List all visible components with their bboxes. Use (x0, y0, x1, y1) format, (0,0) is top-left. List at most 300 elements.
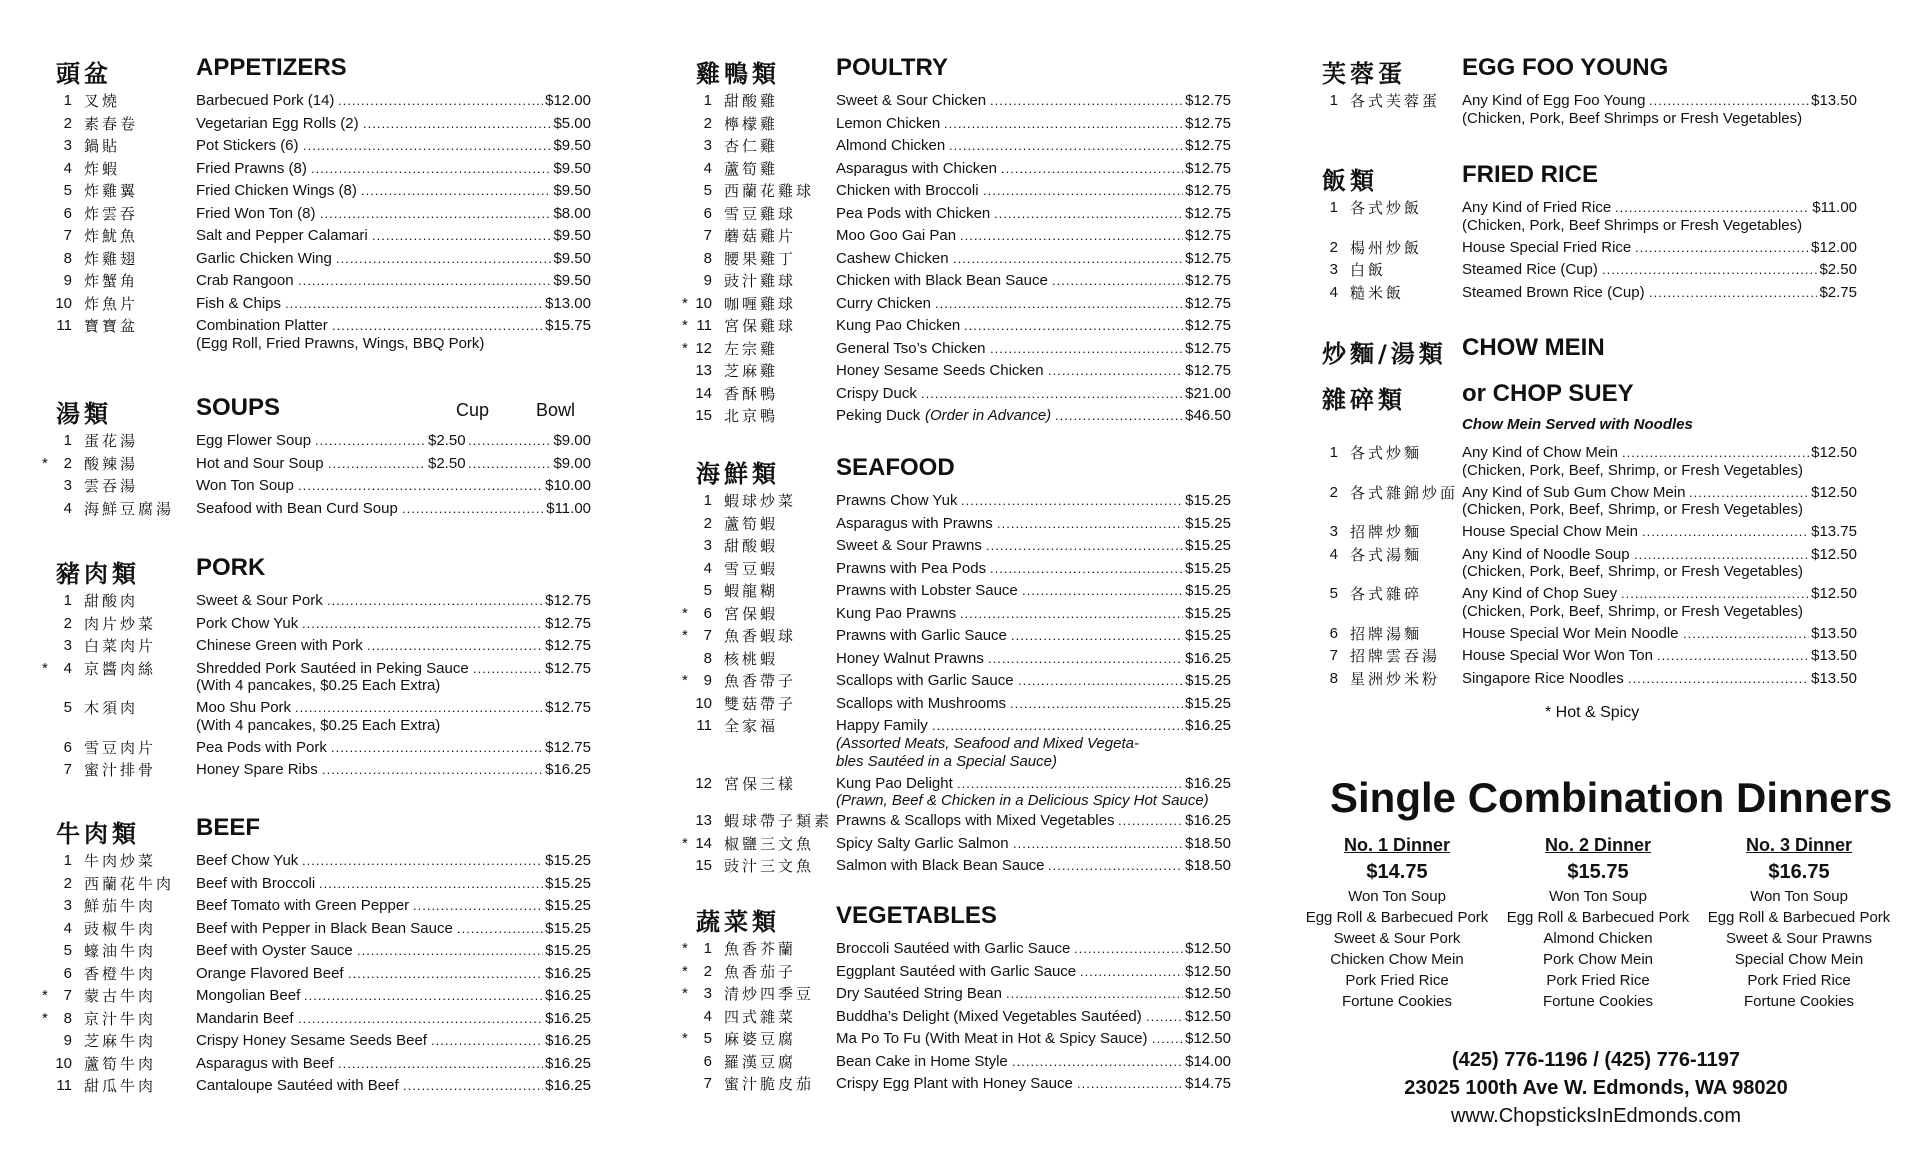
item-price: $16.25 (1185, 717, 1231, 734)
menu-item (696, 855, 1236, 878)
section-header (696, 448, 1236, 488)
dinner-price: $14.75 (1366, 861, 1428, 883)
spicy-marker: * (682, 339, 688, 357)
item-name-zh: 腰果雞丁 (724, 249, 797, 268)
item-price: $13.50 (1811, 647, 1857, 664)
item-number: 6 (1329, 624, 1338, 642)
item-name-zh: 全家福 (724, 717, 779, 735)
item-name-en: Kung Pao Chicken (836, 317, 961, 334)
item-number: 11 (696, 317, 712, 334)
item-name-en: Sweet & Sour Pork (196, 592, 323, 609)
item-price: $12.50 (1185, 962, 1231, 980)
item-number: 9 (63, 272, 72, 289)
section-title-en: VEGETABLES (836, 902, 997, 929)
item-name-en: Peking Duck (836, 407, 921, 424)
item-name-en: General Tso’s Chicken (836, 339, 986, 357)
dot-leader (1642, 521, 1809, 543)
dinner-item: Sweet & Sour Prawns (1726, 930, 1872, 947)
item-note-text: (Prawn, Beef & Chicken in a Delicious Spicy Hot Sauce) (836, 792, 1209, 809)
dot-leader (457, 918, 543, 940)
item-name-zh: 雙菇帶子 (724, 694, 797, 713)
item-price: $5.00 (553, 114, 591, 132)
item-price: $9.50 (553, 249, 591, 267)
dot-leader (988, 648, 1183, 670)
section-header (1322, 48, 1862, 88)
section-title-en: POULTRY (836, 54, 948, 81)
item-number: 1 (1329, 444, 1338, 461)
item-number: 4 (703, 559, 712, 577)
item-name-en: House Special Fried Rice (1462, 238, 1632, 256)
item-name-en: Moo Shu Pork (196, 699, 292, 716)
menu-item (56, 475, 596, 498)
spicy-marker: * (42, 987, 48, 1004)
item-number: 12 (695, 339, 712, 357)
bowl-label: Bowl (536, 400, 576, 420)
website-link[interactable]: www.ChopsticksInEdmonds.com (1450, 1105, 1742, 1127)
item-name-zh: 蝦球帶子類素 (724, 812, 833, 830)
item-number: 2 (1329, 238, 1338, 256)
item-name-en: Pot Stickers (6) (196, 137, 299, 154)
item-name-en: Curry Chicken (836, 294, 932, 312)
dinner-item: Special Chow Mein (1734, 951, 1864, 968)
section-title-zh: 芙蓉蛋 (1322, 60, 1406, 88)
item-number: 15 (695, 407, 712, 424)
menu-item (682, 603, 1236, 626)
item-note: (Chicken, Pork, Beef, Shrimp, or Fresh Vegetables) (1462, 501, 1803, 518)
dot-leader (994, 203, 1183, 225)
dot-leader (322, 759, 543, 781)
item-number: 1 (63, 92, 72, 109)
item-name-zh: 招牌湯麵 (1350, 624, 1423, 643)
item-name-zh: 西蘭花雞球 (724, 182, 815, 200)
item-price: $14.75 (1185, 1075, 1231, 1092)
item-name-en: Any Kind of Noodle Soup (1462, 545, 1630, 563)
dot-leader (921, 383, 1183, 405)
item-name-zh: 蘆筍蝦 (724, 514, 779, 533)
dot-leader (944, 113, 1183, 135)
menu-item (696, 1006, 1236, 1029)
egg-foo-young-section (1322, 48, 1862, 130)
item-number: 5 (63, 942, 72, 959)
menu-item (1322, 645, 1862, 668)
dot-leader (986, 535, 1183, 557)
menu-item (682, 833, 1236, 856)
item-price: $12.75 (545, 637, 591, 654)
item-number: 1 (703, 940, 712, 957)
item-name-zh: 各式芙蓉蛋 (1350, 92, 1441, 110)
menu-item (696, 513, 1236, 536)
dot-leader (1683, 623, 1809, 645)
item-name-en: Dry Sautéed String Bean (836, 985, 1002, 1002)
item-name-en: Pea Pods with Chicken (836, 204, 991, 222)
item-number: 7 (63, 761, 72, 778)
dinner-item: Fortune Cookies (1542, 993, 1654, 1010)
item-name-en: Mongolian Beef (196, 987, 301, 1004)
item-note-text: bles Sautéed in a Special Sauce) (836, 752, 1057, 770)
item-number: 3 (63, 137, 72, 154)
item-number: 4 (1329, 545, 1338, 563)
dot-leader (413, 895, 543, 917)
item-number: 8 (703, 249, 712, 267)
item-name-en: House Special Wor Mein Noodle (1462, 624, 1679, 642)
dinner-item: Pork Fried Rice (1546, 972, 1650, 989)
item-price: $46.50 (1185, 407, 1231, 424)
menu-item (56, 1053, 596, 1076)
menu-item (696, 535, 1236, 558)
item-price: $12.75 (545, 738, 591, 756)
menu-item (56, 203, 596, 226)
phone-numbers: (425) 776-1196 / (425) 776-1197 (1452, 1049, 1740, 1071)
item-number: 14 (695, 384, 712, 402)
dot-leader (1146, 1006, 1183, 1028)
menu-item (56, 1075, 596, 1098)
menu-item (682, 670, 1236, 693)
dinner-item: Chicken Chow Mein (1330, 951, 1464, 968)
menu-item (696, 360, 1236, 383)
item-price: $15.25 (545, 942, 591, 959)
menu-item (682, 961, 1236, 984)
menu-item (56, 918, 596, 941)
item-price: $12.50 (1811, 545, 1857, 563)
item-name-en: Mandarin Beef (196, 1009, 294, 1027)
dot-leader (1152, 1028, 1183, 1050)
item-name-zh: 木須肉 (84, 699, 139, 717)
item-price: $2.75 (1819, 283, 1857, 301)
item-name-en: Prawns & Scallops with Mixed Vegetables (836, 812, 1115, 829)
item-number: 11 (696, 717, 712, 734)
item-number: 13 (695, 812, 712, 829)
menu-item (56, 737, 596, 760)
item-number: 2 (63, 614, 72, 632)
item-name-en: Orange Flavored Beef (196, 964, 344, 982)
item-number: 8 (63, 1009, 72, 1027)
dot-leader (336, 248, 551, 270)
item-name-zh: 四式雜菜 (724, 1007, 797, 1026)
dot-leader (338, 1053, 543, 1075)
dot-leader (990, 90, 1183, 112)
item-name-en: Won Ton Soup (196, 477, 294, 494)
menu-item (56, 613, 596, 636)
item-price: $10.00 (545, 477, 591, 494)
item-price: $15.25 (1185, 604, 1231, 622)
item-number: 6 (703, 204, 712, 222)
item-number: 1 (1329, 199, 1338, 216)
item-name-zh: 咖喱雞球 (724, 294, 797, 313)
item-name-zh: 麻婆豆腐 (724, 1030, 797, 1048)
item-number: 7 (1329, 647, 1338, 664)
section-header (56, 388, 596, 428)
item-price: $9.50 (553, 227, 591, 244)
dinner-item: Fortune Cookies (1743, 993, 1855, 1010)
item-name-en: Spicy Salty Garlic Salmon (836, 834, 1009, 852)
item-number: 8 (703, 649, 712, 667)
item-number: 15 (695, 857, 712, 874)
dot-leader (338, 90, 543, 112)
spicy-marker: * (682, 1030, 688, 1047)
item-name-zh: 左宗雞 (724, 339, 779, 358)
item-name-en: Prawns with Garlic Sauce (836, 627, 1007, 644)
item-name-zh: 香酥鴨 (724, 384, 779, 403)
dot-leader (1657, 645, 1809, 667)
item-number: 10 (55, 294, 72, 312)
item-name-zh: 核桃蝦 (724, 649, 779, 668)
dinner-item: Fortune Cookies (1341, 993, 1453, 1010)
dot-leader (1022, 580, 1183, 602)
item-number: 1 (703, 492, 712, 509)
menu-item (56, 270, 596, 293)
item-name-zh: 蘑菇雞片 (724, 227, 797, 245)
item-name-en: Garlic Chicken Wing (196, 249, 332, 267)
item-name-en: Chinese Green with Pork (196, 637, 363, 654)
dinner-2 (1503, 832, 1693, 1012)
item-number: 6 (703, 1052, 712, 1070)
item-price: $12.75 (1185, 92, 1231, 109)
item-number: 14 (695, 834, 712, 852)
menu-item (1322, 668, 1862, 691)
dot-leader (357, 940, 543, 962)
item-name-zh: 魚香茄子 (724, 962, 797, 981)
item-name-en: Steamed Brown Rice (Cup) (1462, 283, 1645, 301)
dot-leader (298, 1008, 543, 1030)
contact-info (1336, 1046, 1856, 1130)
dot-leader (363, 113, 551, 135)
menu-item (1322, 521, 1862, 544)
item-price: $12.75 (1185, 362, 1231, 379)
item-name-en: Pea Pods with Pork (196, 738, 327, 756)
item-name-en: Combination Platter (196, 317, 328, 334)
soup-cup-price: $2.50 (428, 454, 466, 472)
item-name-en: Broccoli Sautéed with Garlic Sauce (836, 940, 1071, 957)
item-name-zh: 蝦球炒菜 (724, 492, 797, 510)
item-name-en: Seafood with Bean Curd Soup (196, 499, 398, 517)
item-name-en: Hot and Sour Soup (196, 454, 324, 472)
item-price: $12.75 (1185, 294, 1231, 312)
item-name-en: Scallops with Garlic Sauce (836, 672, 1014, 689)
menu-item (696, 1073, 1236, 1096)
dinner-item: Sweet & Sour Pork (1333, 930, 1461, 947)
dot-leader (990, 558, 1183, 580)
item-name-zh: 糙米飯 (1350, 283, 1405, 302)
menu-item (56, 850, 596, 873)
dot-leader (372, 225, 551, 247)
item-number: 5 (703, 182, 712, 199)
item-name-en: Beef with Pepper in Black Bean Sauce (196, 919, 453, 937)
menu-item (1322, 282, 1862, 305)
item-note: (Chicken, Pork, Beef, Shrimp, or Fresh Vegetables) (1462, 563, 1803, 580)
item-price: $13.50 (1811, 624, 1857, 642)
item-name-zh: 招牌雲吞湯 (1350, 647, 1441, 665)
menu-item (56, 158, 596, 181)
item-price: $15.25 (1185, 582, 1231, 599)
item-price: $21.00 (1185, 384, 1231, 402)
item-price: $13.50 (1811, 669, 1857, 687)
item-number: 9 (63, 1032, 72, 1049)
item-name-zh: 豉汁雞球 (724, 272, 797, 290)
item-number: 1 (703, 92, 712, 109)
dot-leader (964, 315, 1183, 337)
item-price: $9.50 (553, 137, 591, 154)
menu-item (696, 405, 1236, 428)
section-title-zh: 海鮮類 (696, 460, 780, 488)
item-number: 3 (63, 637, 72, 654)
item-number: 4 (63, 919, 72, 937)
item-name-zh: 豉椒牛肉 (84, 919, 157, 938)
dinner-title: No. 3 Dinner (1745, 835, 1852, 855)
dinner-item: Won Ton Soup (1549, 888, 1647, 905)
item-name-zh: 魚香蝦球 (724, 627, 797, 645)
section-title-zh: 雜碎類 (1322, 386, 1406, 414)
item-number: 3 (63, 897, 72, 914)
item-name-en: Asparagus with Chicken (836, 159, 997, 177)
spicy-marker: * (42, 454, 48, 472)
item-name-en: Scallops with Mushrooms (836, 694, 1007, 712)
item-price: $11.00 (546, 499, 591, 517)
dot-leader (402, 498, 544, 520)
item-price: $12.50 (1185, 1007, 1231, 1025)
item-price: $12.75 (1185, 159, 1231, 177)
item-name-zh: 甜酸蝦 (724, 537, 779, 555)
chow-mein-section (1322, 328, 1862, 690)
item-name-en: Shredded Pork Sautéed in Peking Sauce (196, 659, 469, 677)
item-name-en: Happy Family (836, 717, 928, 734)
dot-leader (960, 603, 1183, 625)
menu-item (42, 985, 596, 1008)
item-name-zh: 蘆筍牛肉 (84, 1054, 157, 1073)
section-title-zh: 湯類 (56, 400, 112, 428)
item-name-en: Cantaloupe Sautéed with Beef (196, 1077, 399, 1094)
item-name-en: Kung Pao Delight (836, 774, 953, 792)
item-name-zh: 炸雞翅 (84, 249, 139, 268)
item-price: $12.75 (545, 659, 591, 677)
section-title-zh: 頭盆 (56, 60, 112, 88)
item-number: 3 (703, 985, 712, 1002)
menu-item (1322, 259, 1862, 282)
item-price: $12.50 (1811, 483, 1857, 501)
item-number: 6 (703, 604, 712, 622)
dot-leader (311, 158, 551, 180)
menu-item (56, 590, 596, 613)
menu-item (696, 158, 1236, 181)
item-price: $12.00 (545, 92, 591, 109)
item-name-en: Crispy Honey Sesame Seeds Beef (196, 1032, 427, 1049)
item-name-zh: 各式炒麵 (1350, 444, 1423, 462)
item-name-zh: 炸雲吞 (84, 204, 139, 223)
item-price: $15.25 (545, 919, 591, 937)
item-number: 9 (703, 272, 712, 289)
dot-leader (1018, 670, 1183, 692)
item-number: 5 (1329, 585, 1338, 602)
item-name-zh: 蜜汁脆皮茄 (724, 1075, 815, 1093)
item-name-zh: 宮保三樣 (724, 774, 797, 793)
menu-item (56, 498, 596, 521)
item-number: 10 (695, 294, 712, 312)
item-number: 7 (63, 987, 72, 1004)
item-name-zh: 蘆筍雞 (724, 159, 779, 178)
section-title-en: APPETIZERS (196, 54, 347, 81)
item-price: $12.75 (1185, 317, 1231, 334)
menu-item (42, 1008, 596, 1031)
section-title-zh: 蔬菜類 (696, 908, 780, 936)
item-number: 8 (63, 249, 72, 267)
item-number: 2 (63, 454, 72, 472)
item-price: $12.75 (1185, 114, 1231, 132)
item-number: 2 (703, 114, 712, 132)
menu-item (682, 983, 1236, 1006)
item-number: 7 (703, 1075, 712, 1092)
item-name-en: Crispy Egg Plant with Honey Sauce (836, 1075, 1073, 1092)
section-title-zh: 牛肉類 (56, 820, 140, 848)
item-price: $13.50 (1811, 92, 1857, 109)
appetizers-section (56, 48, 596, 355)
menu-item (56, 430, 596, 453)
menu-item (696, 558, 1236, 581)
dot-leader (328, 453, 424, 475)
combo-title: Single Combination Dinners (1330, 774, 1893, 821)
menu-item (56, 180, 596, 203)
item-name-zh: 雲吞湯 (84, 477, 139, 495)
item-price: $15.25 (1185, 627, 1231, 644)
menu-item (696, 1051, 1236, 1074)
item-note (696, 792, 1236, 810)
item-number: 1 (63, 592, 72, 609)
dinner-item: Pork Fried Rice (1345, 972, 1449, 989)
dot-leader (348, 963, 543, 985)
item-note (696, 753, 1236, 771)
dot-leader (1052, 270, 1183, 292)
item-name-en: House Special Wor Won Ton (1462, 647, 1653, 664)
item-price: $12.75 (1185, 182, 1231, 199)
dot-leader (327, 590, 543, 612)
item-price: $12.50 (1185, 940, 1231, 957)
item-name-zh: 各式炒飯 (1350, 199, 1423, 217)
item-name-en: Cashew Chicken (836, 249, 949, 267)
dinner-item: Egg Roll & Barbecued Pork (1305, 909, 1489, 926)
item-price: $16.25 (1185, 649, 1231, 667)
cup-label: Cup (456, 400, 490, 420)
item-price: $15.25 (1185, 694, 1231, 712)
menu-item (682, 625, 1236, 648)
hot-spicy-note: * Hot & Spicy (1545, 704, 1640, 721)
dot-leader (953, 248, 1183, 270)
item-number: 2 (703, 514, 712, 532)
item-price: $14.00 (1185, 1052, 1231, 1070)
dot-leader (1118, 810, 1183, 832)
item-name-zh: 炸魷魚 (84, 227, 139, 245)
section-title-en: or CHOP SUEY (1462, 380, 1634, 407)
dot-leader (1012, 1051, 1183, 1073)
item-name-en: Any Kind of Egg Foo Young (1462, 92, 1646, 109)
item-name-en: Beef with Broccoli (196, 874, 316, 892)
dot-leader (1006, 983, 1183, 1005)
item-price: $16.25 (545, 987, 591, 1004)
item-number: 5 (703, 1030, 712, 1047)
item-number: 7 (703, 627, 712, 644)
item-name-en: Ma Po To Fu (With Meat in Hot & Spicy Sauce) (836, 1030, 1148, 1047)
item-name-en: Steamed Rice (Cup) (1462, 261, 1598, 278)
menu-item (682, 1028, 1236, 1051)
section-header (56, 808, 596, 848)
item-price: $16.25 (545, 964, 591, 982)
dot-leader (320, 203, 551, 225)
item-note (696, 735, 1236, 753)
dot-leader (949, 135, 1183, 157)
item-name-zh: 酸辣湯 (84, 454, 139, 473)
dinner-item: Pork Chow Mein (1542, 951, 1654, 968)
item-name-zh: 各式雜錦炒面 (1350, 483, 1459, 502)
item-name-en: Barbecued Pork (14) (196, 92, 335, 109)
item-name-zh: 魚香芥蘭 (724, 940, 797, 958)
dinner-title: No. 2 Dinner (1544, 835, 1651, 855)
